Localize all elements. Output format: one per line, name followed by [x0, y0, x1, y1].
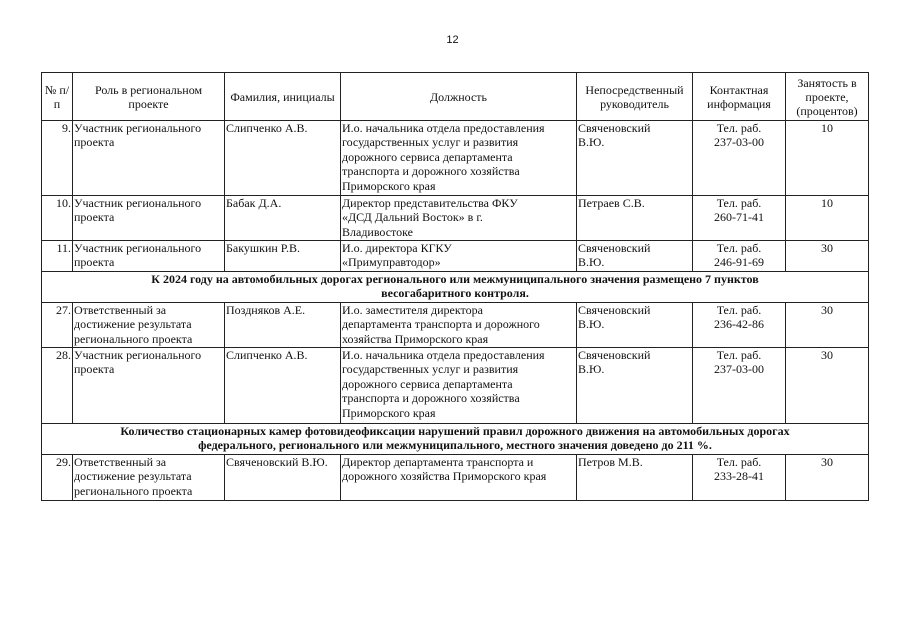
row-num: 29. [42, 455, 73, 501]
row-role: Участник регионального проекта [73, 121, 225, 196]
table-row [42, 455, 869, 501]
section-title-weight-control: К 2024 году на автомобильных дорогах регионального или межмуниципального значения размещено 7 пунктов весогабаритного контроля. [42, 272, 869, 303]
section-title-cameras: Количество стационарных камер фотовидеофиксации нарушений правил дорожного движения на автомобильных дорогах федерального, регионального или межмуниципального, местного значения доведено до 211 %. [42, 424, 869, 455]
row-position: И.о. заместителя директора департамента транспорта и дорожного хозяйства Приморского края [341, 303, 577, 348]
row-position: Директор департамента транспорта и дорожного хозяйства Приморского края [341, 455, 577, 501]
table-row [42, 196, 869, 241]
table-header-row [42, 73, 869, 121]
row-num: 11. [42, 241, 73, 272]
table-row [42, 348, 869, 424]
row-manager: Свяченовский В.Ю. [577, 241, 693, 272]
row-contact: Тел. раб. 246-91-69 [693, 241, 786, 272]
row-position: Директор представительства ФКУ «ДСД Дальний Восток» в г. Владивостоке [341, 196, 577, 241]
row-role: Ответственный за достижение результата регионального проекта [73, 455, 225, 501]
row-num: 10. [42, 196, 73, 241]
row-num: 9. [42, 121, 73, 196]
row-role: Участник регионального проекта [73, 348, 225, 424]
row-role: Участник регионального проекта [73, 241, 225, 272]
table-row [42, 121, 869, 196]
row-position: И.о. начальника отдела предоставления государственных услуг и развития дорожного сервиса департамента транспорта и дорожного хозяйства Приморского края [341, 121, 577, 196]
row-manager: Свяченовский В.Ю. [577, 303, 693, 348]
row-load: 10 [786, 196, 869, 241]
project-participants-table [41, 72, 869, 501]
row-contact: Тел. раб. 236-42-86 [693, 303, 786, 348]
row-load: 30 [786, 455, 869, 501]
header-role: Роль в региональном проекте [73, 73, 225, 121]
row-manager: Петров М.В. [577, 455, 693, 501]
header-load: Занятость в проекте, (процентов) [786, 73, 869, 121]
row-name: Бакушкин Р.В. [225, 241, 341, 272]
row-name: Слипченко А.В. [225, 348, 341, 424]
row-contact: Тел. раб. 260-71-41 [693, 196, 786, 241]
page-number: 12 [446, 34, 459, 46]
row-name: Слипченко А.В. [225, 121, 341, 196]
header-contact: Контактная информация [693, 73, 786, 121]
table-row [42, 303, 869, 348]
section-row [42, 424, 869, 455]
table-row [42, 241, 869, 272]
row-contact: Тел. раб. 237-03-00 [693, 348, 786, 424]
row-role: Участник регионального проекта [73, 196, 225, 241]
row-role: Ответственный за достижение результата регионального проекта [73, 303, 225, 348]
row-name: Бабак Д.А. [225, 196, 341, 241]
row-manager: Свяченовский В.Ю. [577, 348, 693, 424]
row-load: 30 [786, 303, 869, 348]
header-position: Должность [341, 73, 577, 121]
row-num: 28. [42, 348, 73, 424]
row-name: Свяченовский В.Ю. [225, 455, 341, 501]
header-num: № п/п [42, 73, 73, 121]
row-name: Поздняков А.Е. [225, 303, 341, 348]
row-load: 10 [786, 121, 869, 196]
row-load: 30 [786, 241, 869, 272]
row-contact: Тел. раб. 237-03-00 [693, 121, 786, 196]
section-row [42, 272, 869, 303]
header-name: Фамилия, инициалы [225, 73, 341, 121]
row-manager: Свяченовский В.Ю. [577, 121, 693, 196]
row-contact: Тел. раб. 233-28-41 [693, 455, 786, 501]
row-manager: Петраев С.В. [577, 196, 693, 241]
row-num: 27. [42, 303, 73, 348]
header-manager: Непосредственный руководитель [577, 73, 693, 121]
row-load: 30 [786, 348, 869, 424]
row-position: И.о. директора КГКУ «Примуправтодор» [341, 241, 577, 272]
row-position: И.о. начальника отдела предоставления государственных услуг и развития дорожного сервиса департамента транспорта и дорожного хозяйства Приморского края [341, 348, 577, 424]
